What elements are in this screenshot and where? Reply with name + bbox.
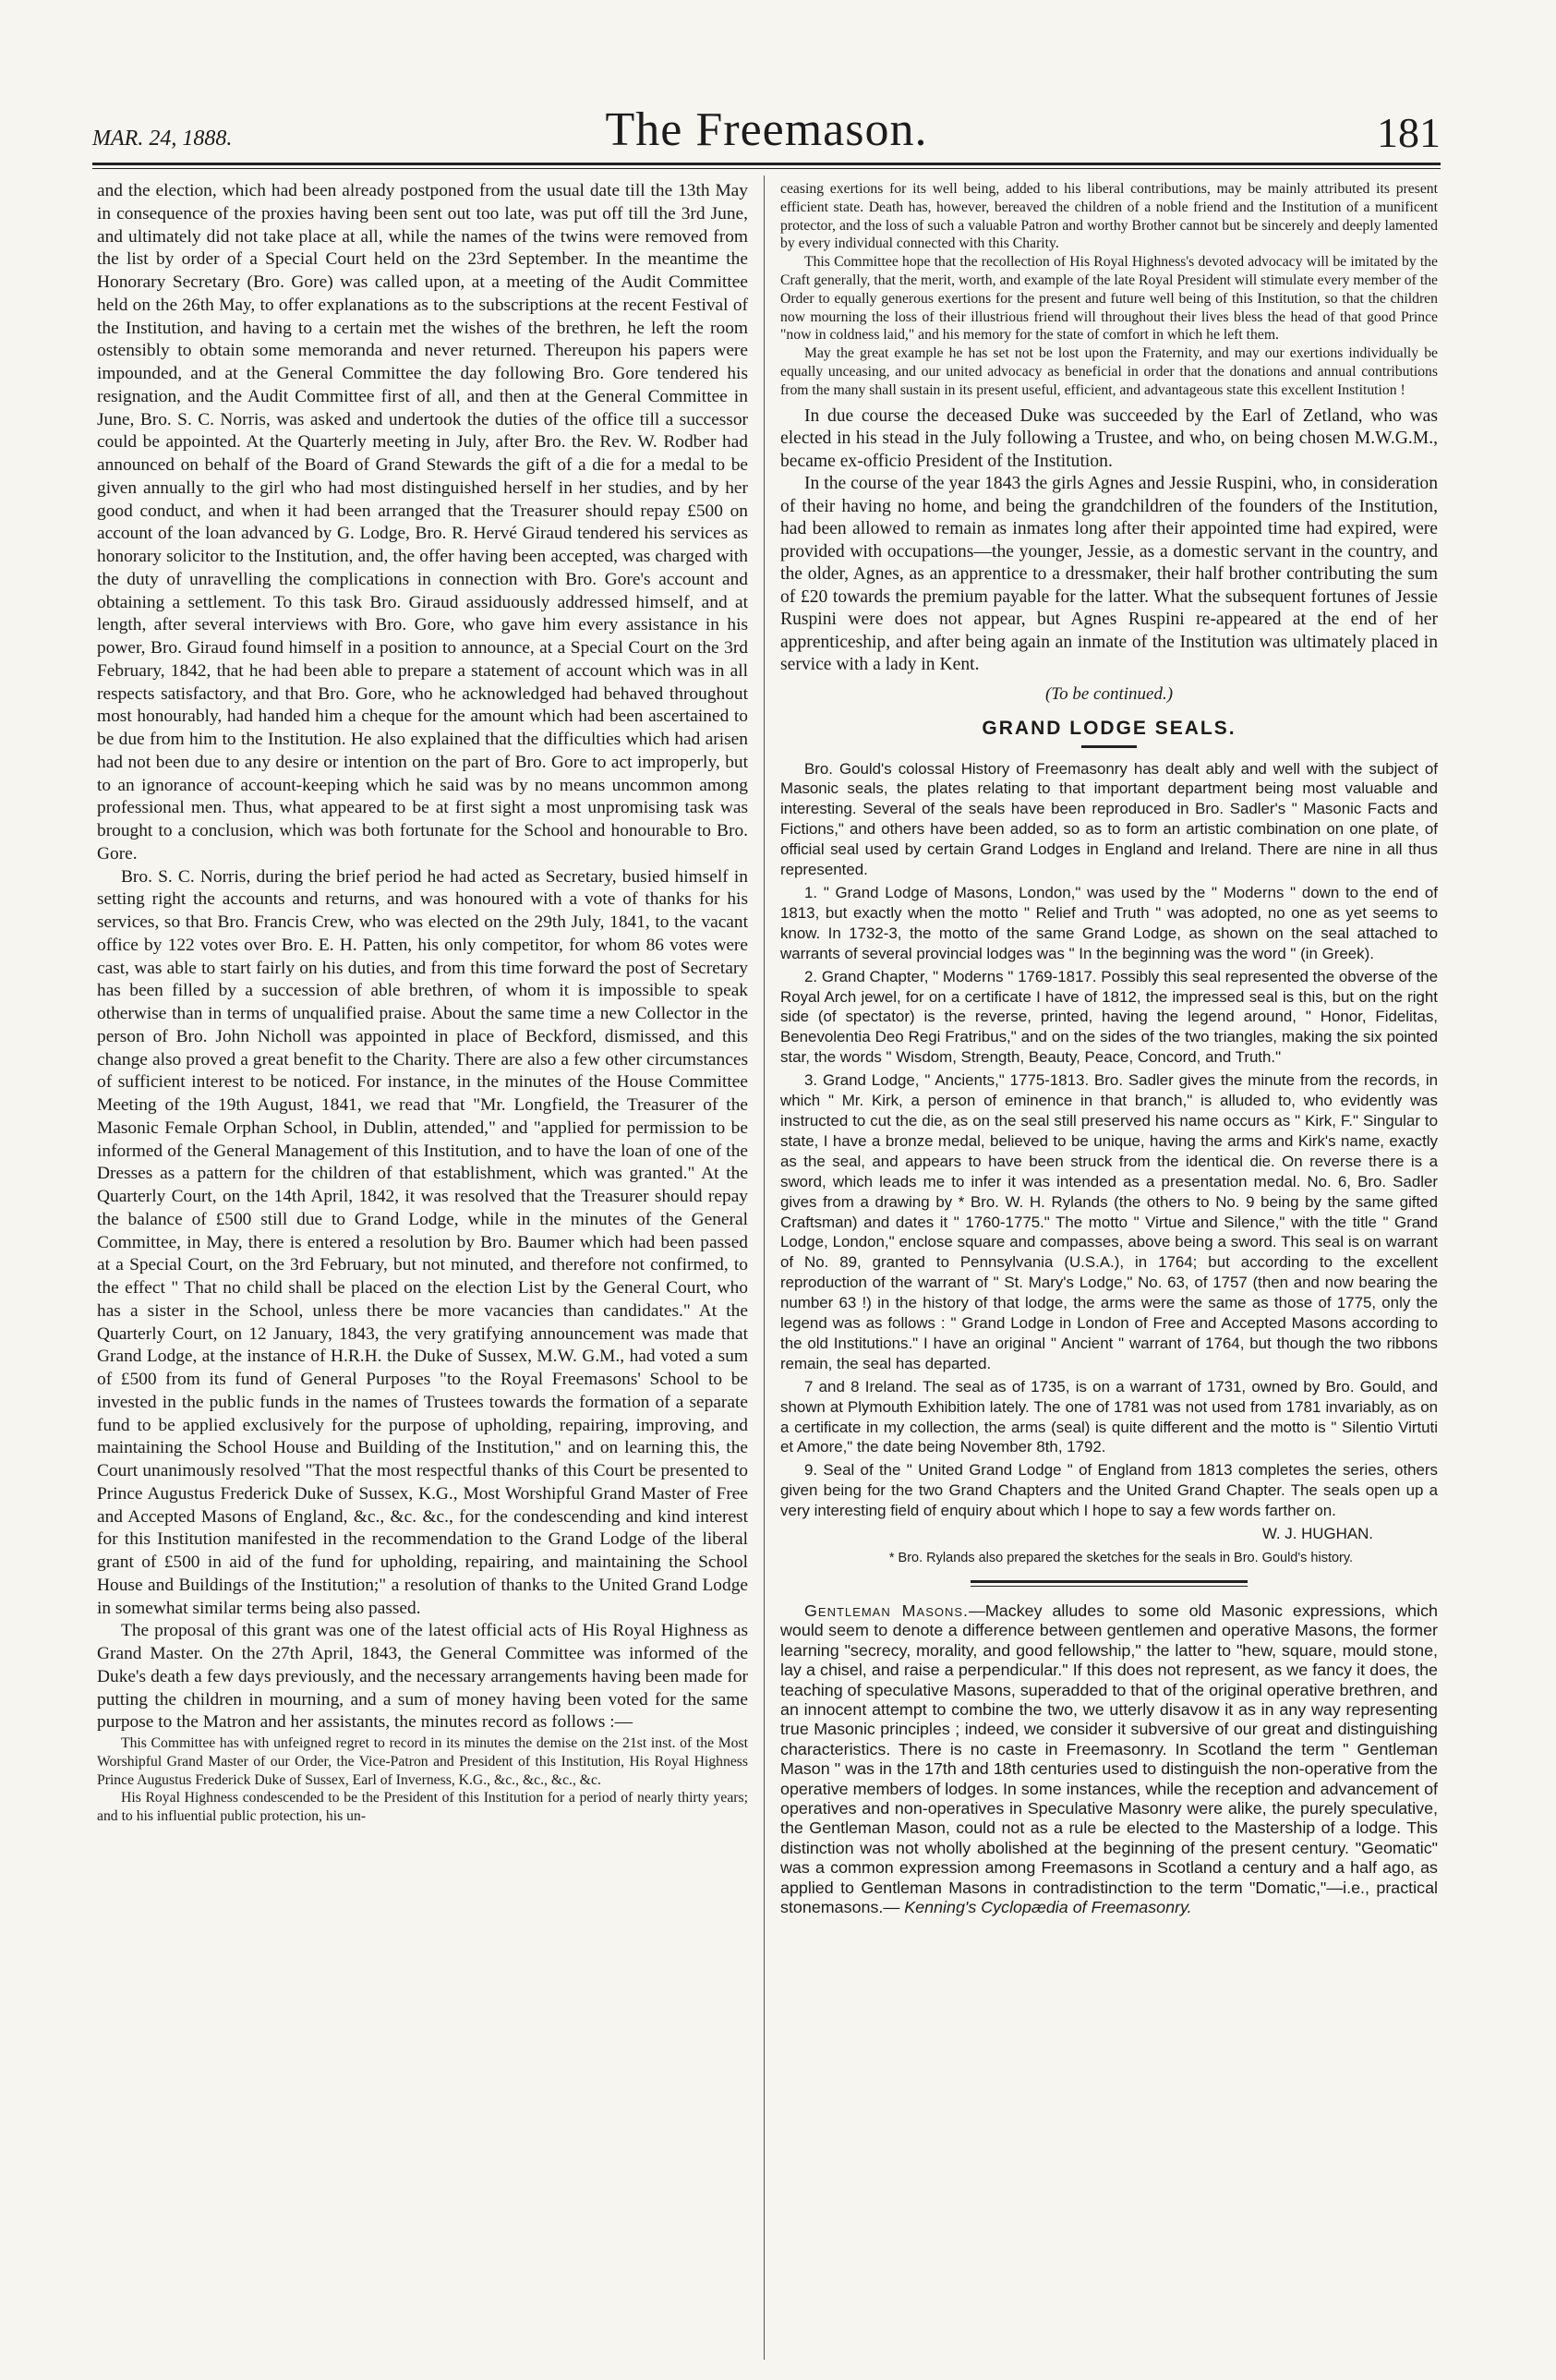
to-be-continued: (To be continued.)	[1044, 683, 1174, 704]
article-paragraph: Bro. S. C. Norris, during the brief period he had acted as Secretary, busied himself in setting right the accounts and returns, and was honoured with a vote of thanks for his services, so that Bro. Francis Crew, who was elected on the 29th July, 1841, to the vacant office by 122 votes over Bro. E. H. Patten, his only competitor, for whom 86 votes were cast, was able to start fairly on his duties, and from this time forward the post of Secretary has been filled by a succession of able brethren, of whom it is impossible to speak otherwise than in terms of unqualified praise. About the same time a new Collector in the person of Bro. John Nicholl was appointed in place of Beckford, dismissed, and this change also proved a great benefit to the Charity. There are also a few other circumstances of sufficient interest to be noticed. For instance, in the minutes of the House Committee Meeting of the 19th August, 1841, we read that "Mr. Longfield, the Treasurer of the Masonic Female Orphan School, in Dublin, attended," and "applied for permission to be informed of the General Management of this Institution, and to have the loan of one of the Dresses as a pattern for the children of that establishment, which was granted." At the Quarterly Court, on the 14th April, 1842, it was resolved that the Treasurer should repay the balance of £500 still due to Grand Lodge, while in the minutes of the General Committee, in May, there is entered a resolution by Bro. Baumer which had been passed at a Special Court, on the 3rd February, but not minuted, and therefore not confirmed, to the effect " That no child shall be placed on the election List by the General Court, who has a sister in the School, unless there be more vacancies than candidates." At the Quarterly Court, on 12 January, 1843, the very gratifying announcement was made that Grand Lodge, at the instance of H.R.H. the Duke of Sussex, M.W. G.M., had voted a sum of £500 from its fund of General Purposes "to the Royal Freemasons' School to be invested in the public funds in the names of Trustees towards the formation of a separate fund to be applied exclusively for the purpose of upholding, repairing, improving, and maintaining the School House and Building of the Institution," and on learning this, the Court unanimously resolved "That the most respectful thanks of this Court be presented to Prince Augustus Frederick Duke of Sussex, K.G., Most Worshipful Grand Master of Free and Accepted Masons of England, &c., &c. &c., for the condescending and kind interest for this Institution manifested in the recommendation to the Grand Lodge of the liberal grant of £500 in aid of the fund for upholding, repairing, and maintaining the School House and Buildings of the Institution;" a resolution of thanks to the United Grand Lodge in somewhat similar terms being also passed.	[97, 866, 748, 1618]
grand-lodge-seals-article	[780, 759, 1438, 1544]
article-paragraph: Bro. Gould's colossal History of Freemasonry has dealt ably and well with the subject of Masonic seals, the plates relating to that important department being most valuable and interesting. Several of the seals have been reproduced in Bro. Sadler's " Masonic Facts and Fictions," and others have been added, so as to form an artistic combination on one plate, of official seal used by certain Grand Lodges in England and Ireland. There are nine in all thus represented.	[780, 759, 1438, 879]
header-rule-thin	[92, 168, 1441, 169]
seal-entry: 2. Grand Chapter, " Moderns " 1769-1817. Possibly this seal represented the obverse of the Royal Arch jewel, for on a certificate I have of 1812, the impressed seal is this, but on the right side (of spectator) is the reverse, printed, having the legend around, " Honor, Fidelitas, Benevolentia Deo Regi Fratribus," and on the sides of the two triangles, making the six pointed star, the words " Wisdom, Strength, Beauty, Peace, Concord, and Truth."	[780, 967, 1438, 1067]
gentleman-masons-text: —Mackey alludes to some old Masonic expressions, which would seem to denote a difference between gentlemen and operative Masons, the former learning "secrecy, morality, and good fellowship," the latter to "hew, square, mould stone, lay a chisel, and raise a perpendicular." If this does not represent, as we fancy it does, the teaching of speculative Masons, superadded to that of the original operative brethren, and an innocent attempt to combine the two, we utterly disavow it as in any way representing true Masonic principles ; indeed, we consider it subversive of our great and distinguishing characteristics. There is no caste in Freemasonry. In Scotland the term " Gentleman Mason " was in the 17th and 18th centuries used to distinguish the non-operative from the operative members of lodges. In some instances, while the reception and advancement of operatives and non-operatives in Speculative Masonry were alike, the purely speculative, the Gentleman Mason, could not as a rule be elected to the Mastership of a lodge. This distinction was not wholly abolished at the beginning of the present century. "Geomatic" was a common expression among Freemasons in Scotland a century and a half ago, as applied to Gentleman Masons in contradistinction to the term "Domatic,"—i.e., practical stonemasons.—	[780, 1601, 1438, 1917]
article-paragraph: and the election, which had been already postponed from the usual date till the 13th May in consequence of the proxies having been sent out too late, was put off till the 3rd June, and ultimately did not take place at all, while the names of the twins were removed from the list by order of a Special Court held on the 23rd September. In the meantime the Honorary Secretary (Bro. Gore) was called upon, at a meeting of the Audit Committee held on the 26th May, to offer explanations as to the subscriptions at the recent Festival of the Institution, and having to a certain met the wishes of the brethren, he left the room ostensibly to obtain some memoranda and never returned. Thereupon his papers were impounded, and at the General Committee the day following Bro. Gore tendered his resignation, and the Audit Committee first of all, and then at the General Committee in June, Bro. S. C. Norris, was asked and undertook the duties of the office till a successor could be appointed. At the Quarterly meeting in July, after Bro. the Rev. W. Rodber had announced on behalf of the Board of Grand Stewards the gift of a die for a medal to be given annually to the girl who had most distinguished herself in her studies, and by her good conduct, and when it had been arranged that the Treasurer should repay £500 on account of the loan advanced by G. Lodge, Bro. R. Hervé Giraud tendered his services as honorary solicitor to the Institution, and, the offer having been accepted, was charged with the duty of unravelling the complications in connection with Bro. Gore's account and obtaining a settlement. To this task Bro. Giraud assiduously addressed himself, and at length, after several interviews with Bro. Gore, who gave him every assistance in his power, Bro. Giraud found himself in a position to announce, at a Special Court on the 3rd February, 1842, that he had been able to prepare a statement of account which was in all respects satisfactory, and that Bro. Gore, who he acknowledged had behaved throughout most honourably, had handed him a cheque for the amount which had been ascertained to be due from him to the Institution. He also explained that the difficulties which had arisen had not been due to any desire or intention on the part of Bro. Gore to act improperly, but to an ignorance of account-keeping which he said was by no means uncommon among professional men. Thus, what appeared to be at first sight a most unpromising task was brought to a conclusion, which was both fortunate for the School and honourable to Bro. Gore.	[97, 181, 748, 864]
column-divider	[764, 175, 765, 2360]
left-column	[97, 180, 748, 2369]
article-paragraph: In due course the deceased Duke was succeeded by the Earl of Zetland, who was elected in his stead in the July following a Trustee, and who, on being chosen M.W.G.M., became ex-officio President of the Institution.	[780, 405, 1438, 471]
article-paragraph: In the course of the year 1843 the girls Agnes and Jessie Ruspini, who, in consideration of their having no home, and being the grandchildren of the founders of the Institution, had been allowed to remain as inmates long after their appointed time had expired, were provided with occupations—the younger, Jessie, as a domestic servant in the country, and the older, Agnes, as an apprentice to a dressmaker, their half brother contributing the sum of £20 towards the premium payable for the latter. What the subsequent fortunes of Jessie Ruspini were does not appear, but Agnes Ruspini re-appeared at the end of her apprenticeship, and after being again an inmate of the Institution was ultimately placed in service with a lady in Kent.	[780, 474, 1438, 675]
seal-entry: 7 and 8 Ireland. The seal as of 1735, is on a warrant of 1731, owned by Bro. Gould, and shown at Plymouth Exhibition lately. The one of 1781 was not used from 1781 invariably, as on a certificate in my collection, the arms (seal) is quite different and the motto is " Silentio Virtuti et Amore," the date being November 8th, 1792.	[780, 1377, 1438, 1456]
author-signature: W. J. HUGHAN.	[1261, 1525, 1373, 1543]
minutes-quote: This Committee has with unfeigned regret to record in its minutes the demise on the 21st inst. of the Most Worshipful Grand Master of our Order, the Vice-Patron and President of this Institution, His Royal Highness Prince Augustus Frederick Duke of Sussex, Earl of Inverness, K.G., &c., &c., &c., &c.	[97, 1735, 748, 1788]
article-paragraph: The proposal of this grant was one of the latest official acts of His Royal Highness as Grand Master. On the 27th April, 1843, the General Committee was informed of the Duke's death a few days previously, and the necessary arrangements having been made for putting the children in mourning, and a sum of money having been voted for the same purpose to the Matron and her assistants, the minutes record as follows :—	[97, 1621, 748, 1733]
page-number: 181	[1377, 109, 1441, 156]
page-header	[92, 92, 1441, 157]
right-column	[780, 180, 1438, 2369]
gentleman-masons-paragraph	[780, 1601, 1438, 1918]
gentleman-masons-lead: Gentleman Masons.	[804, 1601, 970, 1620]
minutes-quote: ceasing exertions for its well being, added to his liberal contributions, may be mainly attributed its present efficient state. Death has, however, bereaved the children of a noble friend and the Institution of a munificent protector, and the loss of such a valuable Patron and worthy Brother cannot but be sincerely and deeply lamented by every individual connected with this Charity.	[780, 181, 1438, 252]
section-heading-grand-lodge-seals: GRAND LODGE SEALS.	[982, 717, 1236, 739]
minutes-quote: His Royal Highness condescended to be the President of this Institution for a period of nearly thirty years; and to his influential public protection, his un-	[97, 1790, 748, 1825]
source-citation: Kenning's Cyclopædia of Freemasonry.	[904, 1898, 1192, 1917]
seal-entry: 1. " Grand Lodge of Masons, London," was used by the " Moderns " down to the end of 1813, but exactly when the motto " Relief and Truth " was adopted, no one as yet seems to know. In 1732-3, the motto of the same Grand Lodge, as shown on the seal attached to warrants of several provincial lodges was " In the beginning was the word " (in Greek).	[780, 884, 1438, 962]
footnote: * Bro. Rylands also prepared the sketches for the seals in Bro. Gould's history.	[888, 1551, 1354, 1565]
header-rule	[92, 163, 1441, 165]
seal-entry: 3. Grand Lodge, " Ancients," 1775-1813. Bro. Sadler gives the minute from the records, in which " Mr. Kirk, a person of eminence in that branch," is alluded to, who evidently was instructed to cut the die, as on the seal still preserved his name occurs as " Kirk, F." Singular to state, I have a bronze medal, believed to be unique, having the arms and Kirk's name, exactly as the seal, and appears to have been struck from the identical die. On reverse there is a sword, which leads me to infer it was intended as a presentation medal. No. 6, Bro. Sadler gives from a drawing by * Bro. W. H. Rylands (the others to No. 9 being by the same gifted Craftsman) and dates it " 1760-1775." The motto " Virtue and Silence," with the title " Grand Lodge, London," enclose square and compasses, above being a sword. This seal is on warrant of No. 89, granted to Pennsylvania (U.S.A.), in 1764; but according to the excellent reproduction of the warrant of " St. Mary's Lodge," No. 63, of 1757 (then and now bearing the number 63 !) in the history of that lodge, the arms were the same as those of 1775, only the legend was as follows : " Grand Lodge in London of Free and Accepted Masons according to the old Institutions." I have an original " Ancient " warrant of 1764, but though the two ribbons remain, the seal has departed.	[780, 1071, 1438, 1372]
issue-date: MAR. 24, 1888.	[92, 127, 233, 151]
section-divider	[971, 1580, 1248, 1587]
seal-entry: 9. Seal of the " United Grand Lodge " of England from 1813 completes the series, others given being for the two Grand Chapters and the United Grand Chapter. The seals open up a very interesting field of enquiry about which I hope to say a few words farther on.	[780, 1461, 1438, 1520]
minutes-quote: This Committee hope that the recollection of His Royal Highness's devoted advocacy will be imitated by the Craft generally, that the merit, worth, and example of the late Royal President will stimulate every member of the Order to equally generous exertions for the present and future well being of this Institution, so that the children now mourning the loss of their illustrious friend will throughout their lives bless the head of that good Prince "now in coldness laid," and his memory for the state of comfort in which he left them.	[780, 254, 1438, 344]
heading-rule	[1081, 745, 1137, 748]
minutes-quote: May the great example he has set not be lost upon the Fraternity, and may our exertions individually be equally unceasing, and our united advocacy as beneficial in order that the donations and annual contributions from the many shall sustain in its present useful, efficient, and advantageous state this excellent Institution !	[780, 345, 1438, 398]
masthead-title: The Freemason.	[605, 103, 928, 156]
